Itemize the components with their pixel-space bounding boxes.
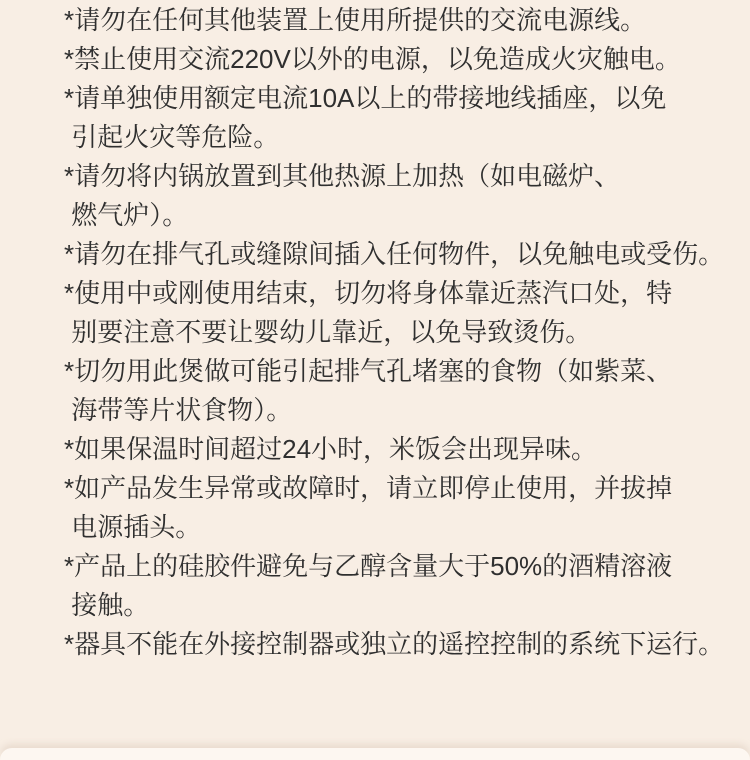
warning-line: *如果保温时间超过24小时，米饭会出现异味。: [64, 434, 598, 464]
warning-line: *请勿在任何其他装置上使用所提供的交流电源线。: [64, 5, 647, 35]
warning-line: *禁止使用交流220V以外的电源，以免造成火灾触电。: [64, 44, 681, 74]
warning-line-continuation: 海带等片状食物）。: [64, 395, 293, 425]
warning-line-continuation: 燃气炉）。: [64, 200, 189, 230]
warning-line-continuation: 引起火灾等危险。: [64, 122, 280, 152]
warning-line: *使用中或刚使用结束，切勿将身体靠近蒸汽口处，特: [64, 278, 673, 308]
warning-line: *产品上的硅胶件避免与乙醇含量大于50%的酒精溶液: [64, 551, 673, 581]
warning-line: *器具不能在外接控制器或独立的遥控控制的系统下运行。: [64, 629, 725, 659]
warning-line: *请勿将内锅放置到其他热源上加热（如电磁炉、: [64, 161, 621, 191]
warning-line-continuation: 电源插头。: [64, 512, 202, 542]
warnings-list: [64, 1, 740, 664]
warning-line: *请勿在排气孔或缝隙间插入任何物件，以免触电或受伤。: [64, 239, 725, 269]
warning-line: *切勿用此煲做可能引起排气孔堵塞的食物（如紫菜、: [64, 356, 673, 386]
warning-line-continuation: 别要注意不要让婴幼儿靠近，以免导致烫伤。: [64, 317, 592, 347]
warning-line: *如产品发生异常或故障时，请立即停止使用，并拔掉: [64, 473, 673, 503]
next-card-top-edge: [0, 748, 750, 760]
warning-line-continuation: 接触。: [64, 590, 150, 620]
warning-line: *请单独使用额定电流10A以上的带接地线插座，以免: [64, 83, 667, 113]
